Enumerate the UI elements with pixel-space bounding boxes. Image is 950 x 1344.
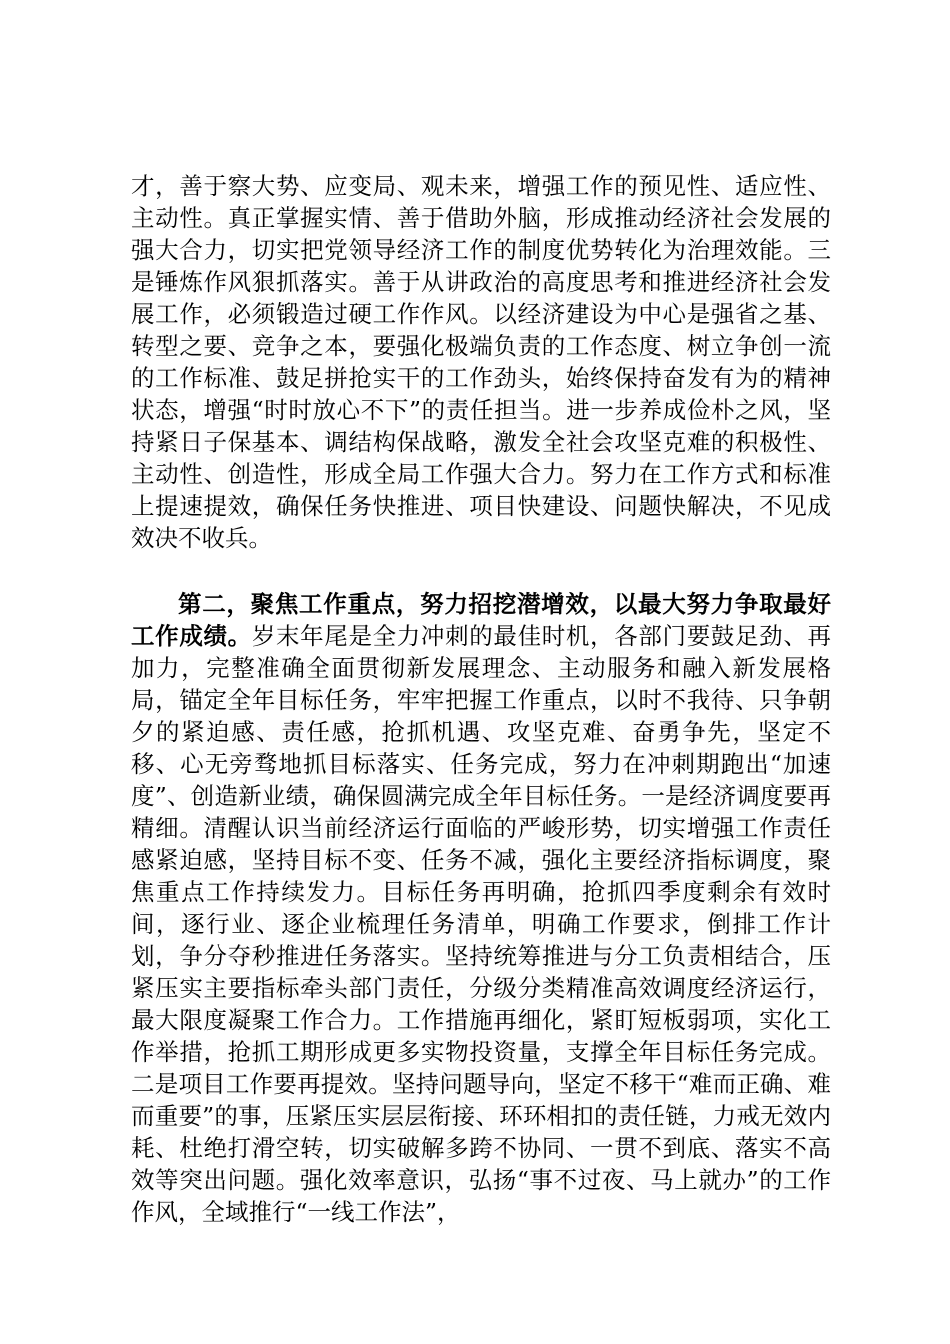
paragraph-second-point xyxy=(131,588,831,1228)
paragraph-text: 岁末年尾是全力冲刺的最佳时机，各部门要鼓足劲、再加力，完整准确全面贯彻新发展理念、主动服务和融入新发展格局，锚定全年目标任务，牢牢把握工作重点，以时不我待、只争朝夕的紧迫感、责任感，抢抓机遇、攻坚克难、奋勇争先，坚定不移、心无旁骛地抓目标落实、任务完成，努力在冲刺期跑出“加速度”、创造新业绩，确保圆满完成全年目标任务。一是经济调度要再精细。清醒认识当前经济运行面临的严峻形势，切实增强工作责任感紧迫感，坚持目标不变、任务不减，强化主要经济指标调度，聚焦重点工作持续发力。目标任务再明确，抢抓四季度剩余有效时间，逐行业、逐企业梳理任务清单，明确工作要求，倒排工作计划，争分夺秒推进任务落实。坚持统筹推进与分工负责相结合，压紧压实主要指标牵头部门责任，分级分类精准高效调度经济运行，最大限度凝聚工作合力。工作措施再细化，紧盯短板弱项，实化工作举措，抢抓工期形成更多实物投资量，支撑全年目标任务完成。二是项目工作要再提效。坚持问题导向，坚定不移干“难而正确、难而重要”的事，压紧压实层层衔接、环环相扣的责任链，力戒无效内耗、杜绝打滑空转，切实破解多跨不协同、一贯不到底、落实不高效等突出问题。强化效率意识，弘扬“事不过夜、马上就办”的工作作风，全域推行“一线工作法”， xyxy=(131,622,832,1226)
paragraph-text: 才，善于察大势、应变局、观未来，增强工作的预见性、适应性、主动性。真正掌握实情、善于借助外脑，形成推动经济社会发展的强大合力，切实把党领导经济工作的制度优势转化为治理效能。三是锤炼作风狠抓落实。善于从讲政治的高度思考和推进经济社会发展工作，必须锻造过硬工作作风。以经济建设为中心是强省之基、转型之要、竞争之本，要强化极端负责的工作态度、树立争创一流的工作标准、鼓足拼抢实干的工作劲头，始终保持奋发有为的精神状态，增强“时时放心不下”的责任担当。进一步养成俭朴之风，坚持紧日子保基本、调结构保战略，激发全社会攻坚克难的积极性、主动性、创造性，形成全局工作强大合力。努力在工作方式和标准上提速提效，确保任务快推进、项目快建设、问题快解决，不见成效决不收兵。 xyxy=(131,172,831,552)
document-body xyxy=(131,170,831,1228)
paragraph-continuation xyxy=(131,170,831,554)
paragraph-lead-heading: 第二，聚焦工作重点，努力招挖潜增效，以最大努力争取最好工作成绩。 xyxy=(131,590,831,650)
